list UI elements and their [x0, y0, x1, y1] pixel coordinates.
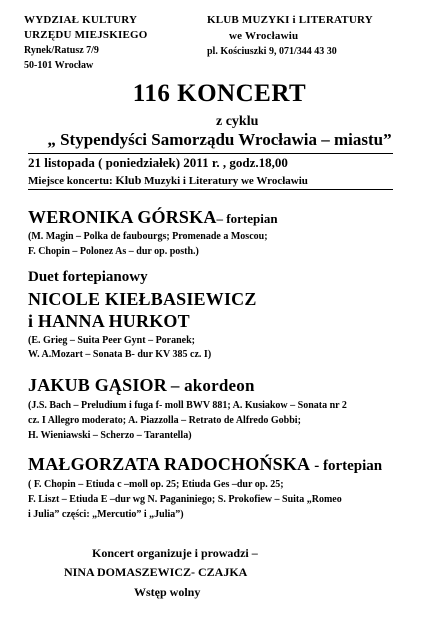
performer-3-name: JAKUB GĄSIOR: [28, 375, 167, 395]
performer-1-heading: [28, 207, 278, 228]
performer-1-name: WERONIKA GÓRSKA: [28, 207, 217, 227]
organizer-address-street: Rynek/Ratusz 7/9: [24, 45, 99, 56]
venue-label: Miejsce koncertu:: [28, 175, 113, 187]
performer-3-program-line1: (J.S. Bach – Preludium i fuga f- moll BWV 881; A. Kusiakow – Sonata nr 2: [28, 400, 347, 411]
performer-3-instrument: – akordeon: [170, 376, 255, 395]
performer-1-instrument: – fortepian: [216, 211, 278, 226]
performer-3-program-line2: cz. I Allegro moderato; A. Piazzolla – Retrato de Alfredo Gobbi;: [28, 415, 301, 426]
cycle-title: „ Stypendyści Samorządu Wrocławia – miastu”: [47, 130, 392, 149]
cycle-intro: z cyklu: [216, 114, 259, 129]
venue-rest: Muzyki i Literatury we Wrocławiu: [144, 175, 308, 187]
venue-club-city: we Wrocławiu: [229, 30, 299, 42]
concert-title: 116 KONCERT: [132, 80, 307, 107]
performer-1-program-line1: (M. Magin – Polka de faubourgs; Promenade a Moscou;: [28, 231, 268, 242]
duo-name-line1: NICOLE KIEŁBASIEWICZ: [28, 289, 257, 309]
performer-4-program-line2: F. Liszt – Etiuda E –dur wg N. Paganiniego; S. Prokofiew – Suita „Romeo: [28, 494, 342, 505]
performer-3-heading: [28, 375, 255, 396]
performer-4-instrument: - fortepian: [314, 458, 383, 474]
duo-name-line2: i HANNA HURKOT: [28, 311, 190, 331]
footer-free-entry: Wstęp wolny: [134, 585, 201, 599]
duo-intro: Duet fortepianowy: [28, 269, 148, 285]
divider-line: [28, 153, 393, 154]
performer-4-name: MAŁGORZATA RADOCHOŃSKA: [28, 454, 311, 474]
venue-club: Klub: [115, 173, 142, 187]
organizer-name-line1: WYDZIAŁ KULTURY: [24, 14, 138, 26]
performer-4-heading: [28, 454, 382, 475]
performer-1-program-line2: F. Chopin – Polonez As – dur op. posth.): [28, 246, 199, 257]
concert-date: 21 listopada ( poniedziałek) 2011 r. , godz.18,00: [28, 155, 288, 170]
venue-club-name: KLUB MUZYKI i LITERATURY: [207, 14, 373, 26]
performer-3-program-line3: H. Wieniawski – Scherzo – Tarantella): [28, 430, 192, 441]
organizer-address-city: 50-101 Wrocław: [24, 60, 94, 71]
duo-program-line1: (E. Grieg – Suita Peer Gynt – Poranek;: [28, 335, 196, 346]
organizer-name-line2: URZĘDU MIEJSKIEGO: [24, 29, 148, 41]
venue-club-address: pl. Kościuszki 9, 071/344 43 30: [207, 46, 337, 57]
footer-organizer-label: Koncert organizuje i prowadzi –: [92, 546, 258, 560]
performer-4-program-line1: ( F. Chopin – Etiuda c –moll op. 25; Etiuda Ges –dur op. 25;: [28, 479, 284, 490]
divider-line: [28, 189, 393, 190]
performer-4-program-line3: i Julia” części: „Mercutio” i „Julia”): [28, 509, 184, 520]
duo-program-line2: W. A.Mozart – Sonata B- dur KV 385 cz. I): [28, 349, 212, 360]
footer-host-name: NINA DOMASZEWICZ- CZAJKA: [64, 565, 248, 579]
concert-venue: [28, 173, 308, 188]
